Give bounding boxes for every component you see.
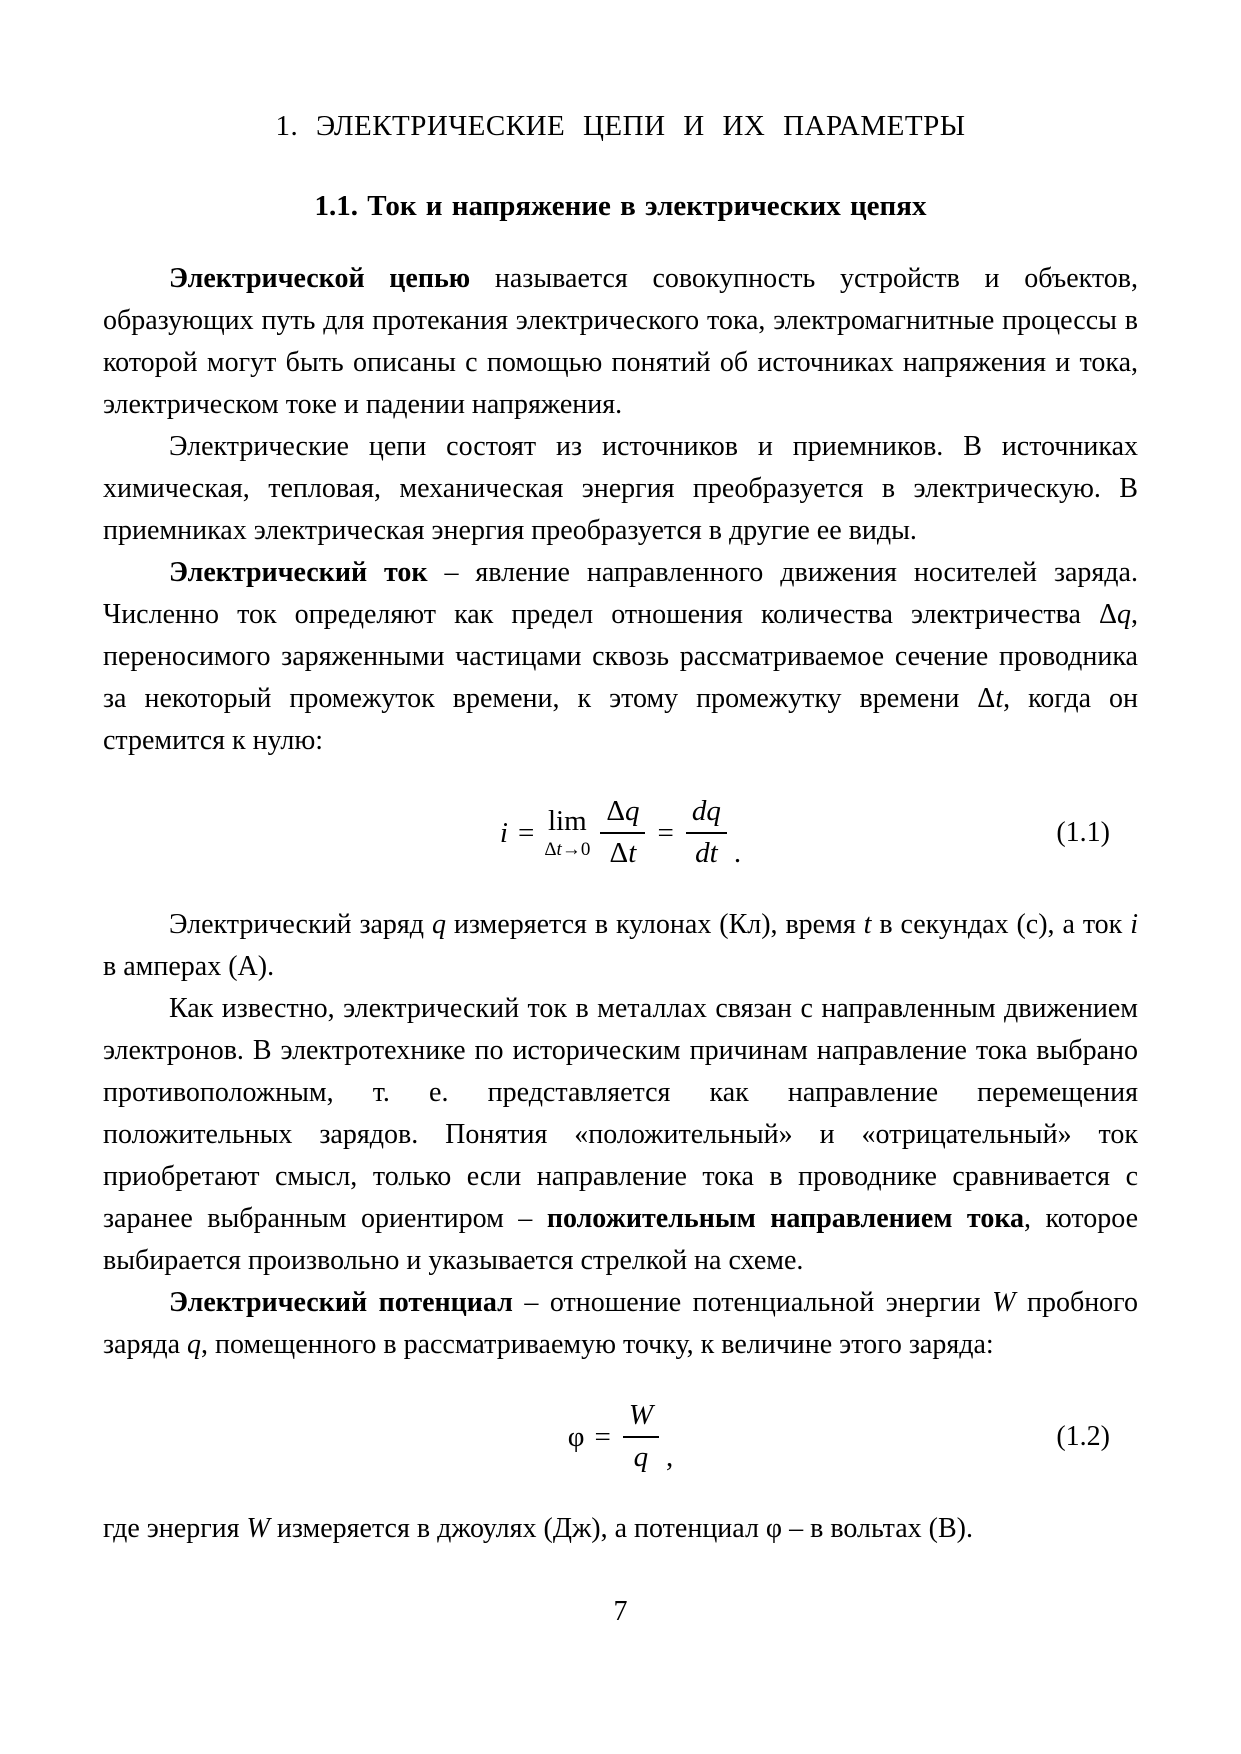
equation-number-1-2: (1.2) [1056,1421,1110,1452]
section-title: 1.1. Ток и напряжение в электрических цепях [314,190,927,222]
fraction-numerator: W [623,1400,659,1438]
fraction-denominator: q [633,1441,649,1473]
paragraph-units-of-energy: где энергия W измеряется в джоулях (Дж), а потенциал φ – в вольтах (В). [103,1513,973,1544]
paragraph-current-direction: Как известно, электрический ток в металлах связан с направленным движением электронов. В электротехнике по историческим причинам направление тока выбрано противоположным, т. е. представляется как направление перемещения положительных зарядов. Понятия «положительный» и «отрицательный» ток приобретают смысл, только если направление тока в проводнике сравнивается с заранее выбранным ориентиром – положительным направлением тока, которое выбирается произвольно и указывается стрелкой на схеме. [103,993,1138,1276]
equation-1-1-body [500,796,741,870]
limit-word: lim [547,805,587,837]
paragraph-circuit-definition: Электрической цепью называется совокупность устройств и объектов, образующих путь для протекания электрического тока, электромагнитные процессы в которой могут быть описаны с помощью понятий об источниках напряжения и тока, электрическом токе и падении напряжения. [103,263,1138,420]
paragraph-units-of-charge: Электрический заряд q измеряется в кулонах (Кл), время t в секундах (с), а ток i в амперах (А). [103,909,1138,982]
equation-1-2-body [568,1400,674,1474]
equation-1-1 [103,782,1138,884]
equals-sign: = [657,816,674,849]
limit-subscript: Δt→0 [544,839,591,860]
fraction-dq-dt [686,796,727,870]
paragraph-sources-receivers: Электрические цепи состоят из источников и приемников. В источниках химическая, тепловая, механическая энергия преобразуется в электрическую. В приемниках электрическая энергия преобразуется в другие ее виды. [103,431,1138,546]
equals-sign: = [594,1420,611,1453]
equation-comma: , [666,1440,674,1473]
fraction-denominator: Δt [609,837,637,869]
equation-variable-i: i [499,816,508,849]
chapter-title: 1. ЭЛЕКТРИЧЕСКИЕ ЦЕПИ И ИХ ПАРАМЕТРЫ [275,110,966,142]
fraction-denominator: dt [695,837,718,869]
equation-number-1-1: (1.1) [1056,817,1110,848]
equation-variable-phi: φ [567,1420,585,1453]
equation-period: . [733,836,742,869]
limit-operator [544,807,590,859]
equation-1-2 [103,1386,1138,1488]
paragraph-current-definition: Электрический ток – явление направленного движения носителей заряда. Численно ток определяют как предел отношения количества электричества Δq, переносимого заряженными частицами сквозь рассматриваемое сечение проводника за некоторый промежуток времени, к этому промежутку времени Δt, когда он стремится к нулю: [103,557,1139,756]
fraction-numerator: Δq [600,796,645,834]
page-number: 7 [613,1596,628,1627]
fraction-numerator: dq [686,796,727,834]
equals-sign: = [517,816,535,849]
paragraph-potential-definition: Электрический потенциал – отношение потенциальной энергии W пробного заряда q, помещенного в рассматриваемую точку, к величине этого заряда: [103,1287,1138,1360]
fraction-w-q [623,1400,659,1474]
fraction-dq-dt-delta [600,796,645,870]
